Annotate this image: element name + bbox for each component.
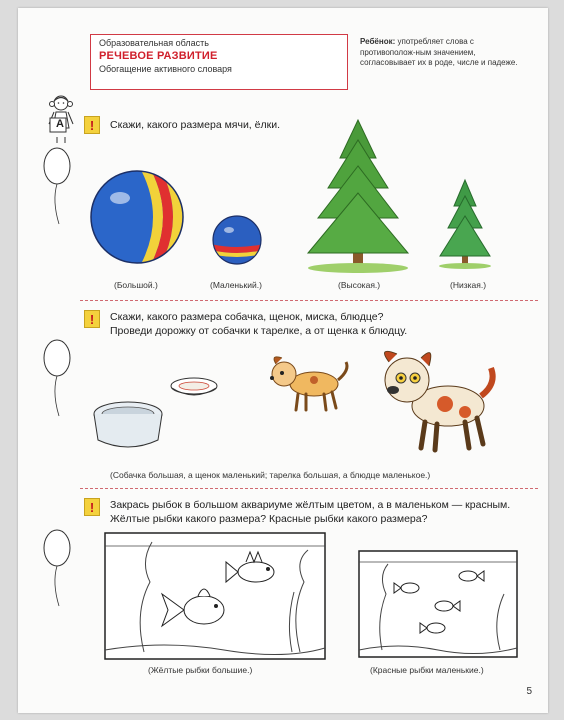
task-3-line-2: Жёлтые рыбки какого размера? Красные рыбки какого размера? [110, 513, 428, 525]
child-note-label: Ребёнок: [360, 37, 396, 46]
big-bowl-image [90, 398, 166, 452]
tall-tree-image [298, 118, 418, 274]
section-area-label: Образовательная область [99, 38, 209, 48]
small-aquarium-image [358, 550, 518, 658]
task-2-line-1: Скажи, какого размера собачка, щенок, миска, блюдце? [110, 311, 384, 323]
child-skill-note [360, 37, 520, 69]
big-ball-image [88, 168, 186, 266]
saucer-image [168, 376, 220, 404]
attention-mark-2: ! [84, 310, 100, 328]
caption-big-aquarium: (Жёлтые рыбки большие.) [148, 665, 253, 675]
section-divider-2 [80, 488, 538, 489]
caption-short-tree: (Низкая.) [450, 280, 487, 290]
balloon-icon-3 [42, 528, 72, 608]
section-header [90, 34, 348, 90]
section-subtitle: Обогащение активного словаря [99, 64, 232, 74]
caption-big-ball: (Большой.) [114, 280, 158, 290]
caption-tall-tree: (Высокая.) [338, 280, 381, 290]
short-tree-image [434, 178, 496, 270]
child-note-text: употребляет слова с противополож-ным значением, согласовывает их в роде, числе и падеже. [360, 37, 518, 67]
caption-small-ball: (Маленький.) [210, 280, 262, 290]
girl-with-letter-icon [44, 94, 78, 144]
attention-mark-1: ! [84, 116, 100, 134]
task-2-text [110, 310, 407, 338]
page-number: 5 [526, 686, 532, 697]
balloon-icon-2 [42, 338, 72, 418]
balloon-icon-1 [42, 146, 72, 226]
task-3-line-1: Закрась рыбок в большом аквариуме жёлтым цветом, а в маленьком — красным. [110, 499, 511, 511]
attention-mark-3: ! [84, 498, 100, 516]
small-ball-image [211, 214, 263, 266]
caption-small-aquarium: (Красные рыбки маленькие.) [370, 665, 484, 675]
big-dog-image [373, 340, 503, 460]
task-3-text [110, 498, 510, 526]
task-1-text [110, 118, 280, 132]
task-1-line-1: Скажи, какого размера мячи, ёлки. [110, 119, 280, 131]
kid-letter: А [56, 118, 64, 130]
big-aquarium-image [104, 532, 326, 660]
section-title: РЕЧЕВОЕ РАЗВИТИЕ [99, 50, 218, 62]
caption-task-2: (Собачка большая, а щенок маленький; тарелка большая, а блюдце маленькое.) [110, 470, 431, 480]
puppy-image [262, 348, 352, 418]
task-2-line-2: Проведи дорожку от собачки к тарелке, а от щенка к блюдцу. [110, 325, 408, 337]
workbook-page [18, 8, 548, 713]
section-divider-1 [80, 300, 538, 301]
